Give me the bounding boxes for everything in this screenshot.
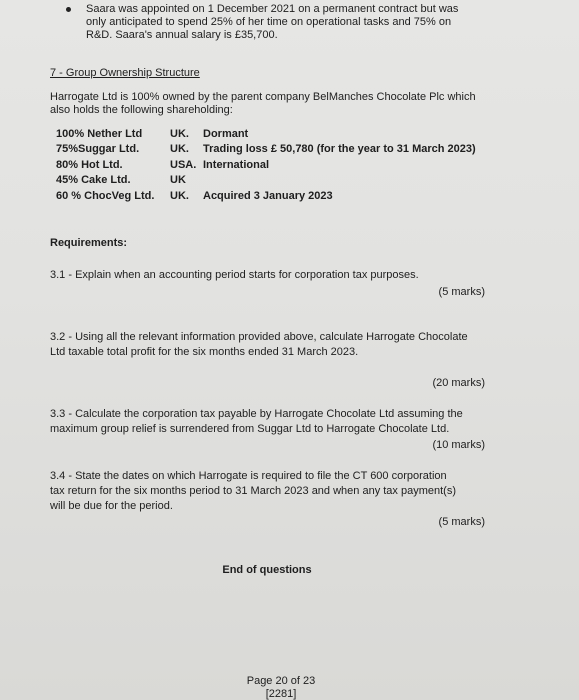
company-cell: 45% Cake Ltd. — [56, 174, 131, 187]
question-3-4-line-2: tax return for the six months period to 31 March 2023 and when any tax payment(s) — [50, 485, 456, 497]
question-3-2-line-1: 3.2 - Using all the relevant information provided above, calculate Harrogate Chocolate — [50, 331, 468, 343]
bullet-dot-icon — [66, 7, 71, 12]
requirements-heading: Requirements: — [50, 237, 128, 249]
section-title: 7 - Group Ownership Structure — [50, 67, 200, 79]
intro-line-2: also holds the following shareholding: — [50, 104, 233, 116]
question-3-3-line-2: maximum group relief is surrendered from Suggar Ltd to Harrogate Chocolate Ltd. — [50, 423, 450, 435]
table-row — [56, 174, 476, 189]
question-3-2-line-2: Ltd taxable total profit for the six months ended 31 March 2023. — [50, 346, 359, 358]
end-of-questions: End of questions — [222, 564, 312, 576]
question-3-1-marks: (5 marks) — [438, 286, 485, 298]
intro-line-1: Harrogate Ltd is 100% owned by the parent company BelManches Chocolate Plc which — [50, 91, 476, 103]
table-row — [56, 143, 476, 158]
company-cell: 100% Nether Ltd — [56, 128, 143, 140]
country-cell: UK — [170, 174, 186, 187]
question-3-3-marks: (10 marks) — [432, 439, 485, 451]
country-cell: UK. — [170, 189, 189, 202]
company-cell: 80% Hot Ltd. — [56, 158, 123, 171]
question-3-4-marks: (5 marks) — [438, 516, 485, 528]
table-row — [56, 159, 476, 174]
company-cell: 75%Suggar Ltd. — [56, 143, 140, 156]
question-3-3-line-1: 3.3 - Calculate the corporation tax payable by Harrogate Chocolate Ltd assuming the — [50, 408, 463, 420]
question-3-4-line-1: 3.4 - State the dates on which Harrogate is required to file the CT 600 corporation — [50, 470, 447, 482]
note-cell: Trading loss £ 50,780 (for the year to 31 March 2023) — [203, 143, 476, 156]
note-cell — [203, 174, 476, 189]
company-cell: 60 % ChocVeg Ltd. — [56, 189, 155, 202]
question-3-4-line-3: will be due for the period. — [50, 500, 173, 512]
bullet-line-3: R&D. Saara's annual salary is £35,700. — [86, 29, 278, 41]
note-cell: Acquired 3 January 2023 — [203, 189, 333, 202]
page-number: Page 20 of 23 — [246, 675, 316, 687]
shareholding-table — [56, 128, 476, 205]
bullet-line-1: Saara was appointed on 1 December 2021 on a permanent contract but was — [86, 3, 459, 15]
bullet-line-2: only anticipated to spend 25% of her time on operational tasks and 75% on — [86, 16, 452, 28]
bullet-paragraph — [0, 2, 579, 46]
question-3-2-marks: (20 marks) — [432, 377, 485, 389]
document-code: [2281] — [265, 688, 297, 700]
note-cell: Dormant — [203, 128, 249, 140]
question-3-1-line-1: 3.1 - Explain when an accounting period starts for corporation tax purposes. — [50, 269, 419, 281]
country-cell: UK. — [170, 128, 189, 140]
table-row — [56, 128, 476, 143]
table-row — [56, 190, 476, 205]
note-cell: International — [203, 158, 270, 171]
country-cell: USA. — [170, 158, 197, 171]
country-cell: UK. — [170, 143, 189, 156]
